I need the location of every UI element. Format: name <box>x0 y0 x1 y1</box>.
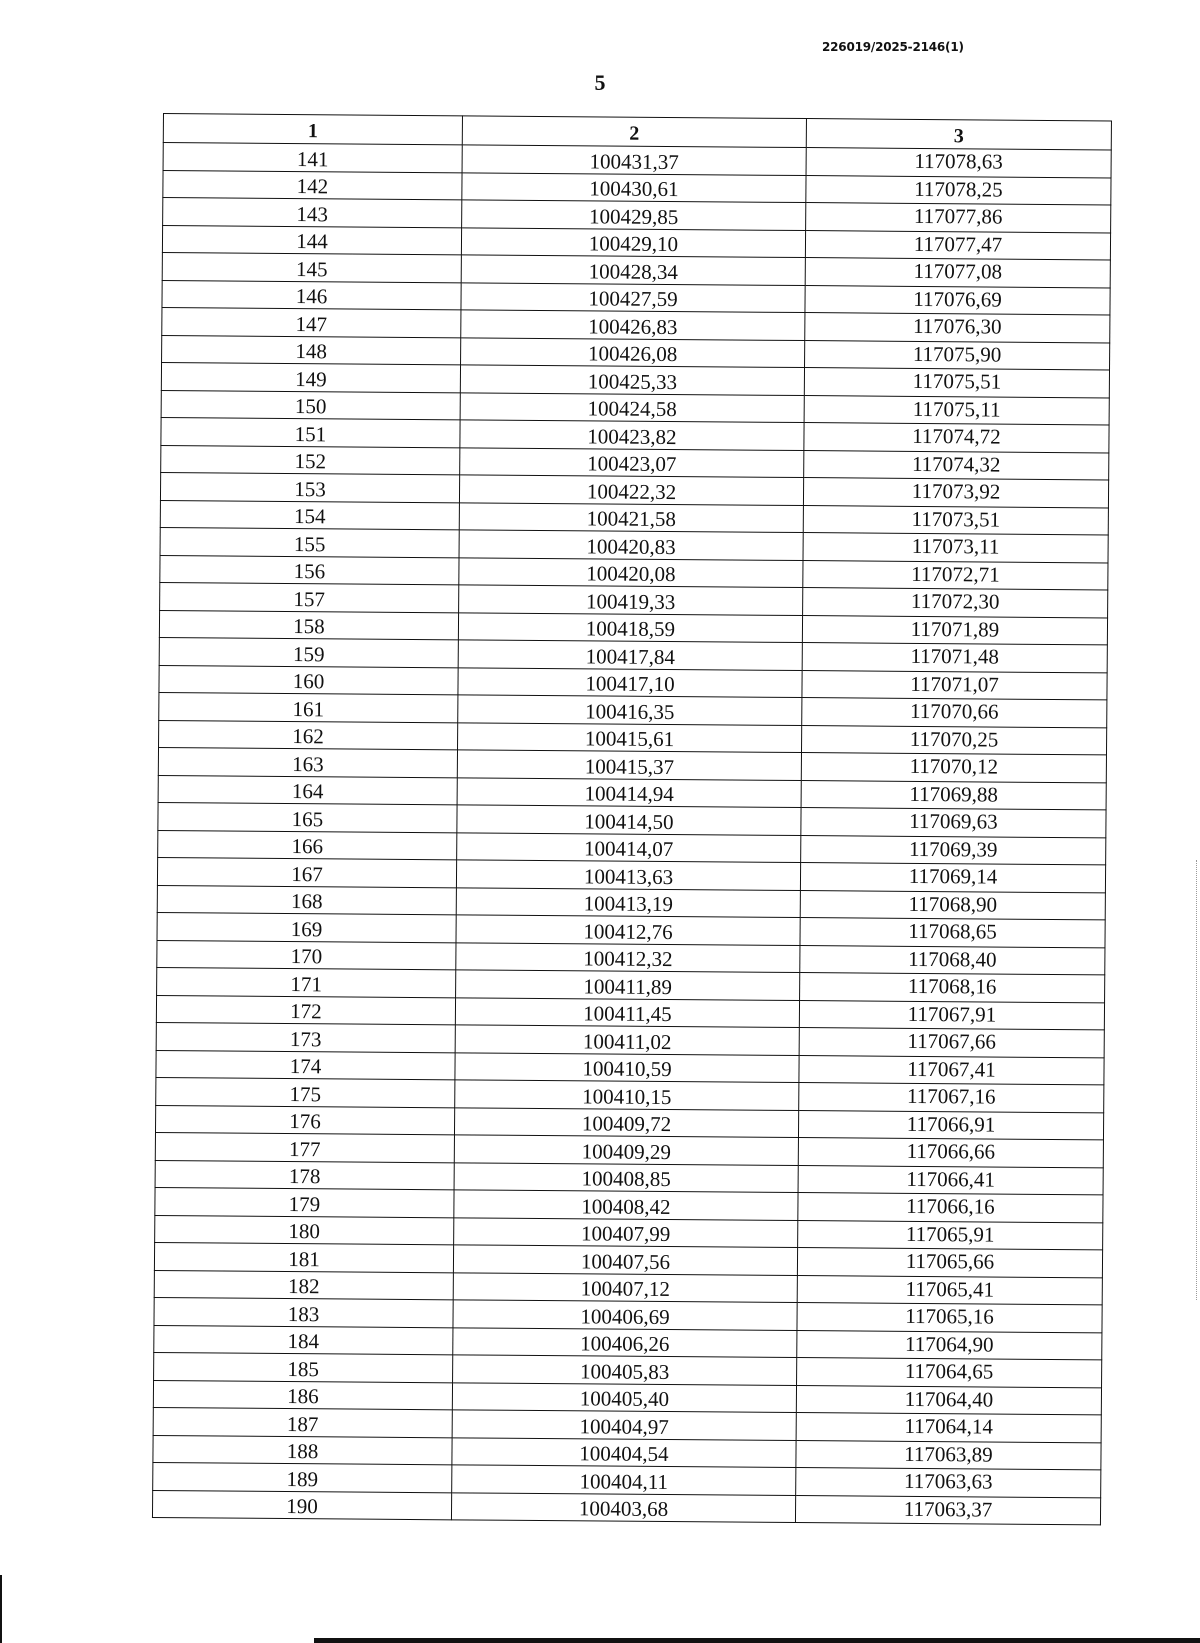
table-cell-col-1: 179 <box>155 1187 454 1217</box>
table-cell-col-2: 100413,63 <box>456 860 800 890</box>
table-cell-col-3: 117068,65 <box>800 918 1105 948</box>
table-cell-col-3: 117071,48 <box>802 643 1107 673</box>
table-cell-col-1: 177 <box>155 1132 454 1162</box>
table-cell-col-3: 117072,71 <box>803 560 1108 590</box>
table-cell-col-1: 172 <box>156 995 455 1025</box>
table-cell-col-1: 148 <box>162 335 461 365</box>
table-cell-col-2: 100417,84 <box>458 640 802 670</box>
table-cell-col-3: 117075,90 <box>805 340 1110 370</box>
table-cell-col-1: 178 <box>155 1160 454 1190</box>
table-cell-col-1: 190 <box>152 1490 451 1520</box>
scan-edge-bottom <box>314 1638 1200 1643</box>
scan-edge-right <box>1196 860 1198 1300</box>
table-cell-col-2: 100404,97 <box>452 1410 796 1440</box>
table-cell-col-3: 117063,37 <box>795 1495 1100 1525</box>
table-cell-col-3: 117065,16 <box>797 1303 1102 1333</box>
table-cell-col-2: 100414,07 <box>457 832 801 862</box>
table-cell-col-3: 117064,40 <box>796 1385 1101 1415</box>
table-cell-col-3: 117067,41 <box>799 1055 1104 1085</box>
table-cell-col-2: 100405,83 <box>453 1355 797 1385</box>
table-cell-col-3: 117069,88 <box>801 780 1106 810</box>
table-cell-col-3: 117078,63 <box>806 148 1111 178</box>
column-header-2: 2 <box>462 116 806 148</box>
table-cell-col-2: 100407,56 <box>453 1245 797 1275</box>
table-cell-col-2: 100430,61 <box>462 172 806 202</box>
table-cell-col-2: 100409,72 <box>454 1107 798 1137</box>
table-cell-col-1: 141 <box>163 143 462 173</box>
table-cell-col-2: 100420,08 <box>459 557 803 587</box>
table-cell-col-2: 100411,02 <box>455 1025 799 1055</box>
table-cell-col-3: 117069,63 <box>801 808 1106 838</box>
table-cell-col-1: 167 <box>157 857 456 887</box>
table-cell-col-1: 187 <box>153 1407 452 1437</box>
table-cell-col-3: 117063,63 <box>796 1468 1101 1498</box>
coordinates-table <box>152 113 1112 1525</box>
table-cell-col-1: 147 <box>162 307 461 337</box>
table-cell-col-3: 117076,30 <box>805 313 1110 343</box>
table-cell-col-3: 117075,51 <box>804 368 1109 398</box>
scan-edge-left <box>0 1575 2 1643</box>
document-id: 226019/2025-2146(1) <box>822 40 964 54</box>
table-cell-col-1: 157 <box>160 582 459 612</box>
table-cell-col-2: 100410,15 <box>455 1080 799 1110</box>
table-cell-col-2: 100410,59 <box>455 1052 799 1082</box>
table-cell-col-2: 100427,59 <box>461 282 805 312</box>
table-cell-col-1: 169 <box>157 912 456 942</box>
table-cell-col-2: 100407,12 <box>453 1272 797 1302</box>
table-cell-col-2: 100428,34 <box>461 255 805 285</box>
table-cell-col-2: 100415,61 <box>458 722 802 752</box>
table-cell-col-3: 117071,07 <box>802 670 1107 700</box>
table-cell-col-3: 117067,91 <box>799 1000 1104 1030</box>
table-cell-col-2: 100412,32 <box>456 942 800 972</box>
table-cell-col-2: 100426,83 <box>461 310 805 340</box>
table-cell-col-3: 117074,32 <box>804 450 1109 480</box>
table-cell-col-1: 165 <box>158 802 457 832</box>
table-cell-col-3: 117070,25 <box>801 725 1106 755</box>
table-cell-col-3: 117064,90 <box>797 1330 1102 1360</box>
table-cell-col-2: 100404,54 <box>452 1437 796 1467</box>
table-cell-col-2: 100417,10 <box>458 667 802 697</box>
table-cell-col-1: 171 <box>157 967 456 997</box>
table-cell-col-1: 189 <box>153 1462 452 1492</box>
table-cell-col-2: 100414,50 <box>457 805 801 835</box>
table-cell-col-2: 100423,07 <box>460 447 804 477</box>
table-cell-col-3: 117071,89 <box>802 615 1107 645</box>
table-cell-col-1: 143 <box>163 198 462 228</box>
table-cell-col-1: 152 <box>161 445 460 475</box>
table-cell-col-1: 173 <box>156 1022 455 1052</box>
table-cell-col-3: 117078,25 <box>806 175 1111 205</box>
table-cell-col-2: 100414,94 <box>457 777 801 807</box>
table-cell-col-1: 161 <box>159 692 458 722</box>
page-number: 5 <box>594 70 606 95</box>
table-cell-col-3: 117065,41 <box>797 1275 1102 1305</box>
table-cell-col-1: 174 <box>156 1050 455 1080</box>
table-cell-col-2: 100404,11 <box>452 1465 796 1495</box>
table-cell-col-3: 117065,91 <box>798 1220 1103 1250</box>
table-cell-col-2: 100416,35 <box>458 695 802 725</box>
table-cell-col-3: 117066,91 <box>798 1110 1103 1140</box>
table-cell-col-3: 117077,86 <box>806 203 1111 233</box>
table-cell-col-3: 117069,39 <box>801 835 1106 865</box>
table-cell-col-1: 180 <box>155 1215 454 1245</box>
table-cell-col-2: 100415,37 <box>457 750 801 780</box>
table-cell-col-3: 117066,16 <box>798 1193 1103 1223</box>
table-cell-col-1: 153 <box>160 472 459 502</box>
table-cell-col-2: 100408,85 <box>454 1162 798 1192</box>
table-cell-col-3: 117066,41 <box>798 1165 1103 1195</box>
table-cell-col-1: 182 <box>154 1270 453 1300</box>
table-cell-col-2: 100418,59 <box>458 612 802 642</box>
table-cell-col-1: 162 <box>159 720 458 750</box>
table-cell-col-3: 117064,14 <box>796 1413 1101 1443</box>
table-cell-col-1: 149 <box>161 362 460 392</box>
table-cell-col-2: 100429,10 <box>461 227 805 257</box>
table-cell-col-2: 100421,58 <box>459 502 803 532</box>
table-cell-col-2: 100429,85 <box>462 200 806 230</box>
table-cell-col-3: 117066,66 <box>798 1138 1103 1168</box>
table-cell-col-2: 100408,42 <box>454 1190 798 1220</box>
column-header-3: 3 <box>806 119 1111 150</box>
table-cell-col-1: 154 <box>160 500 459 530</box>
table-cell-col-3: 117077,47 <box>805 230 1110 260</box>
table-cell-col-2: 100409,29 <box>454 1135 798 1165</box>
table-cell-col-3: 117064,65 <box>797 1358 1102 1388</box>
table-cell-col-2: 100411,45 <box>455 997 799 1027</box>
table-cell-col-2: 100422,32 <box>459 475 803 505</box>
table-cell-col-1: 155 <box>160 527 459 557</box>
table-cell-col-2: 100413,19 <box>456 887 800 917</box>
coordinates-table-container <box>152 113 1111 1525</box>
table-cell-col-3: 117076,69 <box>805 285 1110 315</box>
column-header-1: 1 <box>163 114 462 145</box>
table-cell-col-1: 166 <box>158 830 457 860</box>
table-cell-col-1: 158 <box>159 610 458 640</box>
table-cell-col-1: 159 <box>159 637 458 667</box>
table-cell-col-1: 170 <box>157 940 456 970</box>
table-cell-col-2: 100412,76 <box>456 915 800 945</box>
table-cell-col-1: 188 <box>153 1435 452 1465</box>
table-cell-col-2: 100425,33 <box>460 365 804 395</box>
table-body <box>152 143 1111 1525</box>
table-cell-col-3: 117070,66 <box>802 698 1107 728</box>
table-cell-col-2: 100406,69 <box>453 1300 797 1330</box>
table-cell-col-1: 183 <box>154 1297 453 1327</box>
table-cell-col-3: 117072,30 <box>803 588 1108 618</box>
table-cell-col-2: 100411,89 <box>456 970 800 1000</box>
table-cell-col-2: 100405,40 <box>452 1382 796 1412</box>
table-cell-col-3: 117075,11 <box>804 395 1109 425</box>
table-cell-col-2: 100403,68 <box>451 1492 795 1522</box>
table-cell-col-2: 100431,37 <box>462 145 806 175</box>
table-cell-col-2: 100419,33 <box>459 585 803 615</box>
table-cell-col-2: 100406,26 <box>453 1327 797 1357</box>
table-cell-col-1: 156 <box>160 555 459 585</box>
table-cell-col-2: 100407,99 <box>454 1217 798 1247</box>
table-cell-col-3: 117067,66 <box>799 1028 1104 1058</box>
table-cell-col-1: 168 <box>157 885 456 915</box>
table-cell-col-3: 117067,16 <box>799 1083 1104 1113</box>
table-cell-col-3: 117070,12 <box>801 753 1106 783</box>
table-cell-col-3: 117065,66 <box>797 1248 1102 1278</box>
table-cell-col-3: 117068,40 <box>800 945 1105 975</box>
table-cell-col-2: 100420,83 <box>459 530 803 560</box>
table-cell-col-1: 151 <box>161 417 460 447</box>
table-cell-col-3: 117068,90 <box>800 890 1105 920</box>
table-cell-col-1: 144 <box>162 225 461 255</box>
table-cell-col-1: 164 <box>158 775 457 805</box>
table-cell-col-3: 117069,14 <box>800 863 1105 893</box>
table-cell-col-1: 181 <box>154 1242 453 1272</box>
table-cell-col-1: 160 <box>159 665 458 695</box>
table-cell-col-1: 184 <box>154 1325 453 1355</box>
table-cell-col-3: 117073,92 <box>803 478 1108 508</box>
table-cell-col-1: 146 <box>162 280 461 310</box>
table-cell-col-1: 142 <box>163 170 462 200</box>
table-cell-col-1: 150 <box>161 390 460 420</box>
table-cell-col-2: 100423,82 <box>460 420 804 450</box>
table-cell-col-3: 117068,16 <box>800 973 1105 1003</box>
table-cell-col-2: 100426,08 <box>461 337 805 367</box>
table-cell-col-1: 185 <box>154 1352 453 1382</box>
table-cell-col-3: 117077,08 <box>805 258 1110 288</box>
table-cell-col-3: 117073,11 <box>803 533 1108 563</box>
table-cell-col-3: 117074,72 <box>804 423 1109 453</box>
table-cell-col-3: 117063,89 <box>796 1440 1101 1470</box>
table-cell-col-3: 117073,51 <box>803 505 1108 535</box>
table-cell-col-1: 186 <box>153 1380 452 1410</box>
table-cell-col-1: 175 <box>156 1077 455 1107</box>
table-cell-col-1: 176 <box>155 1105 454 1135</box>
table-cell-col-2: 100424,58 <box>460 392 804 422</box>
table-cell-col-1: 145 <box>162 252 461 282</box>
table-cell-col-1: 163 <box>158 747 457 777</box>
